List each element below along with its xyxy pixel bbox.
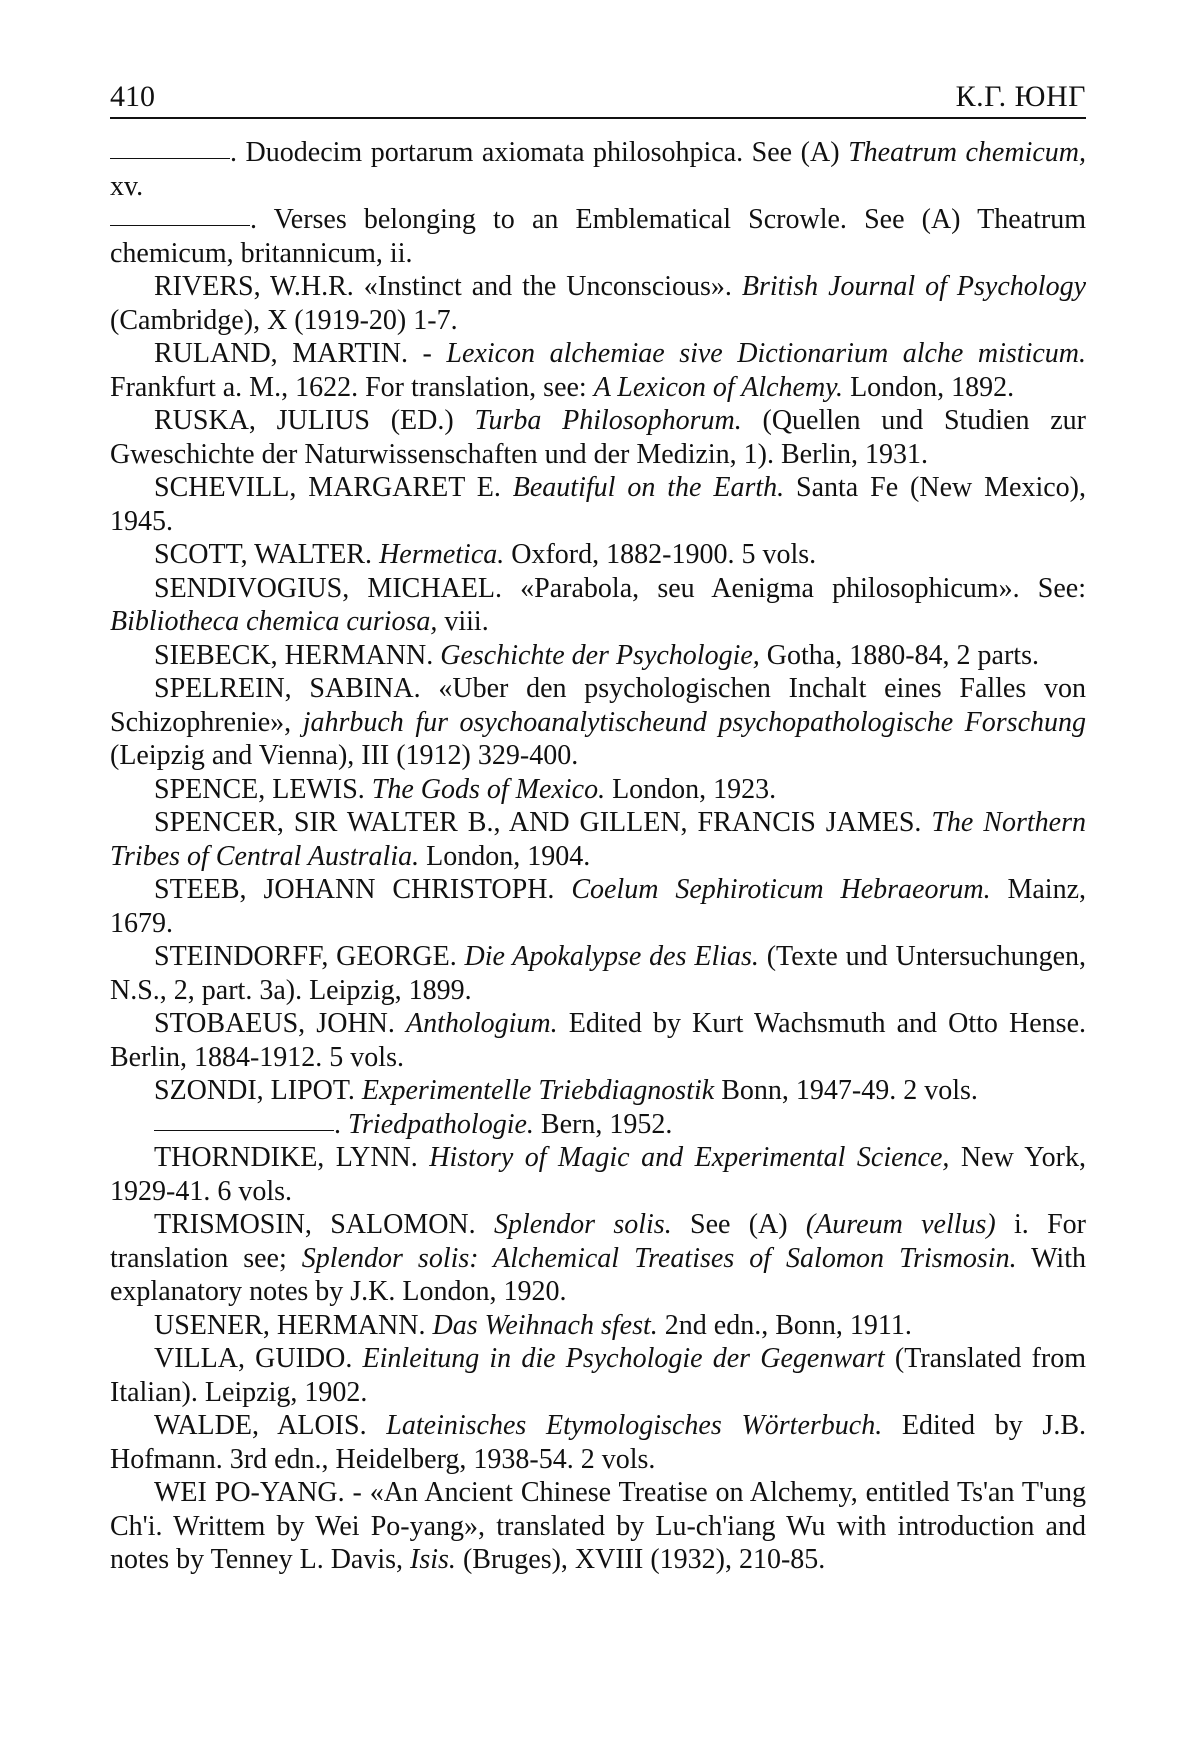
entry-title: British Journal of Psychology [742,271,1086,302]
entry-title: The Gods of Mexico. [372,774,605,805]
entry-text: (Quellen und Studien zur Gweschichte der Naturwissenschaften und der Medizin, 1). Berlin, 1931. [110,405,1086,470]
entry-text: See (A) [672,1209,806,1240]
entry-text: SENDIVOGIUS, MICHAEL. «Parabola, seu Aenigma philosophicum». See: [154,573,1086,604]
entry-text: SIEBECK, HERMANN. [154,640,440,671]
entry-text: Santa Fe (New Mexico), 1945. [110,472,1086,537]
entry-title: jahrbuch fur osychoanalytischeund psychopathologische Forschung [303,707,1086,738]
entry-text: WEI PO-YANG. - «An Ancient Chinese Treatise on Alchemy, entitled Ts'an T'ung Ch'i. Writtem by Wei Po-yang», translated by Lu-ch'iang Wu with introduction and notes by Tenney L. Davis, [110,1477,1086,1575]
entry-text: STOBAEUS, JOHN. [154,1008,406,1039]
ditto-dash [110,225,250,226]
entry-text: RUSKA, JULIUS (ED.) [154,405,474,436]
entry-text: 2nd edn., Bonn, 1911. [658,1310,912,1341]
bibliography-entry [110,773,1086,807]
entry-title: Coelum Sephiroticum Hebraeorum. [571,874,990,905]
entry-text: WALDE, ALOIS. [154,1410,386,1441]
bibliography-entry [110,203,1086,270]
entry-text: SPENCE, LEWIS. [154,774,372,805]
bibliography-entry [110,1141,1086,1208]
entry-text: London, 1923. [605,774,776,805]
bibliography-entry [110,1309,1086,1343]
entry-text: viii. [437,606,488,637]
entry-text: (Cambridge), X (1919-20) 1-7. [110,305,458,336]
entry-text: (Bruges), XVIII (1932), 210-85. [456,1544,825,1575]
entry-title: Einleitung in die Psychologie der Gegenwart [363,1343,885,1374]
entry-text: Oxford, 1882-1900. 5 vols. [504,539,816,570]
entry-text: i. For translation see; [110,1209,1086,1274]
entry-title: Splendor solis. [494,1209,672,1240]
bibliography-entry [110,672,1086,773]
bibliography-entry [110,471,1086,538]
bibliography-list [110,136,1086,1577]
bibliography-entry [110,136,1086,203]
entry-text: Frankfurt a. M., 1622. For translation, see: [110,372,594,403]
bibliography-entry [110,1108,1086,1142]
entry-title: Triedpathologie. [348,1109,534,1140]
page-number: 410 [110,80,155,114]
book-page [0,0,1200,1743]
entry-text: VILLA, GUIDO. [154,1343,363,1374]
entry-title: Experimentelle Triebdiagnostik [362,1075,714,1106]
bibliography-entry [110,940,1086,1007]
bibliography-entry [110,270,1086,337]
bibliography-entry [110,538,1086,572]
entry-text: London, 1904. [419,841,590,872]
entry-text: (Translated from Italian). Leipzig, 1902. [110,1343,1086,1408]
bibliography-entry [110,873,1086,940]
entry-text: STEINDORFF, GEORGE. [154,941,465,972]
entry-title: Isis. [410,1544,456,1575]
entry-text: RIVERS, W.H.R. «Instinct and the Unconscious». [154,271,742,302]
entry-title: Bibliotheca chemica curiosa, [110,606,437,637]
entry-text: Bonn, 1947-49. 2 vols. [714,1075,978,1106]
entry-title: Anthologium. [406,1008,558,1039]
bibliography-entry [110,1342,1086,1409]
entry-title: Die Apokalypse des Elias. [465,941,759,972]
entry-title: Beautiful on the Earth. [513,472,784,503]
entry-text: TRISMOSIN, SALOMON. [154,1209,494,1240]
entry-title: Splendor solis: Alchemical Treatises of Salomon Trismosin. [302,1243,1017,1274]
entry-title: Turba Philosophorum. [474,405,741,436]
entry-title: Theatrum chemicum, [848,137,1086,168]
entry-text: SPENCER, SIR WALTER B., AND GILLEN, FRANCIS JAMES. [154,807,931,838]
entry-text: SCOTT, WALTER. [154,539,379,570]
entry-text: . Duodecim portarum axiomata philosohpica. See (A) [230,137,848,168]
entry-title: Das Weihnach sfest. [432,1310,657,1341]
bibliography-entry [110,1074,1086,1108]
entry-title: History of Magic and Experimental Science, [429,1142,949,1173]
entry-title: Geschichte der Psychologie, [440,640,760,671]
entry-text: Edited by Kurt Wachsmuth and Otto Hense. Berlin, 1884-1912. 5 vols. [110,1008,1086,1073]
bibliography-entry [110,1208,1086,1309]
entry-text: London, 1892. [843,372,1014,403]
entry-title: (Aureum vellus) [806,1209,996,1240]
entry-text: Edited by J.B. Hofmann. 3rd edn., Heidelberg, 1938-54. 2 vols. [110,1410,1086,1475]
entry-text: USENER, HERMANN. [154,1310,432,1341]
page-header [110,80,1086,120]
running-head: К.Г. ЮНГ [956,80,1086,114]
entry-text: SPELREIN, SABINA. «Uber den psychologischen Inchalt eines Falles von Schizophrenie», [110,673,1086,738]
entry-text: RULAND, MARTIN. - [154,338,446,369]
entry-title: Lexicon alchemiae sive Dictionarium alche misticum. [446,338,1086,369]
entry-text: xv. [110,171,143,202]
bibliography-entry [110,404,1086,471]
entry-text: . [334,1109,348,1140]
bibliography-entry [110,1476,1086,1577]
entry-text: Gotha, 1880-84, 2 parts. [760,640,1039,671]
bibliography-entry [110,1007,1086,1074]
entry-title: The Northern Tribes of Central Australia. [110,807,1086,872]
entry-title: Hermetica. [379,539,504,570]
entry-text: . Verses belonging to an Emblematical Scrowle. See (A) Theatrum chemicum, britannicum, ii. [110,204,1086,269]
bibliography-entry [110,572,1086,639]
entry-text: With explanatory notes by J.K. London, 1920. [110,1243,1086,1308]
entry-text: STEEB, JOHANN CHRISTOPH. [154,874,571,905]
entry-text: SZONDI, LIPOT. [154,1075,362,1106]
entry-text: SCHEVILL, MARGARET E. [154,472,513,503]
entry-title: Lateinisches Etymologisches Wörterbuch. [386,1410,882,1441]
entry-text: Mainz, 1679. [110,874,1086,939]
bibliography-entry [110,806,1086,873]
entry-title: A Lexicon of Alchemy. [594,372,843,403]
entry-text: (Texte und Untersuchungen, N.S., 2, part. 3a). Leipzig, 1899. [110,941,1086,1006]
bibliography-entry [110,1409,1086,1476]
entry-text: (Leipzig and Vienna), III (1912) 329-400. [110,740,578,771]
entry-text: New York, 1929-41. 6 vols. [110,1142,1086,1207]
ditto-dash [154,1130,334,1131]
entry-text: THORNDIKE, LYNN. [154,1142,429,1173]
ditto-dash [110,158,230,159]
header-rule [110,117,1086,119]
bibliography-entry [110,639,1086,673]
entry-text: Bern, 1952. [534,1109,672,1140]
bibliography-entry [110,337,1086,404]
